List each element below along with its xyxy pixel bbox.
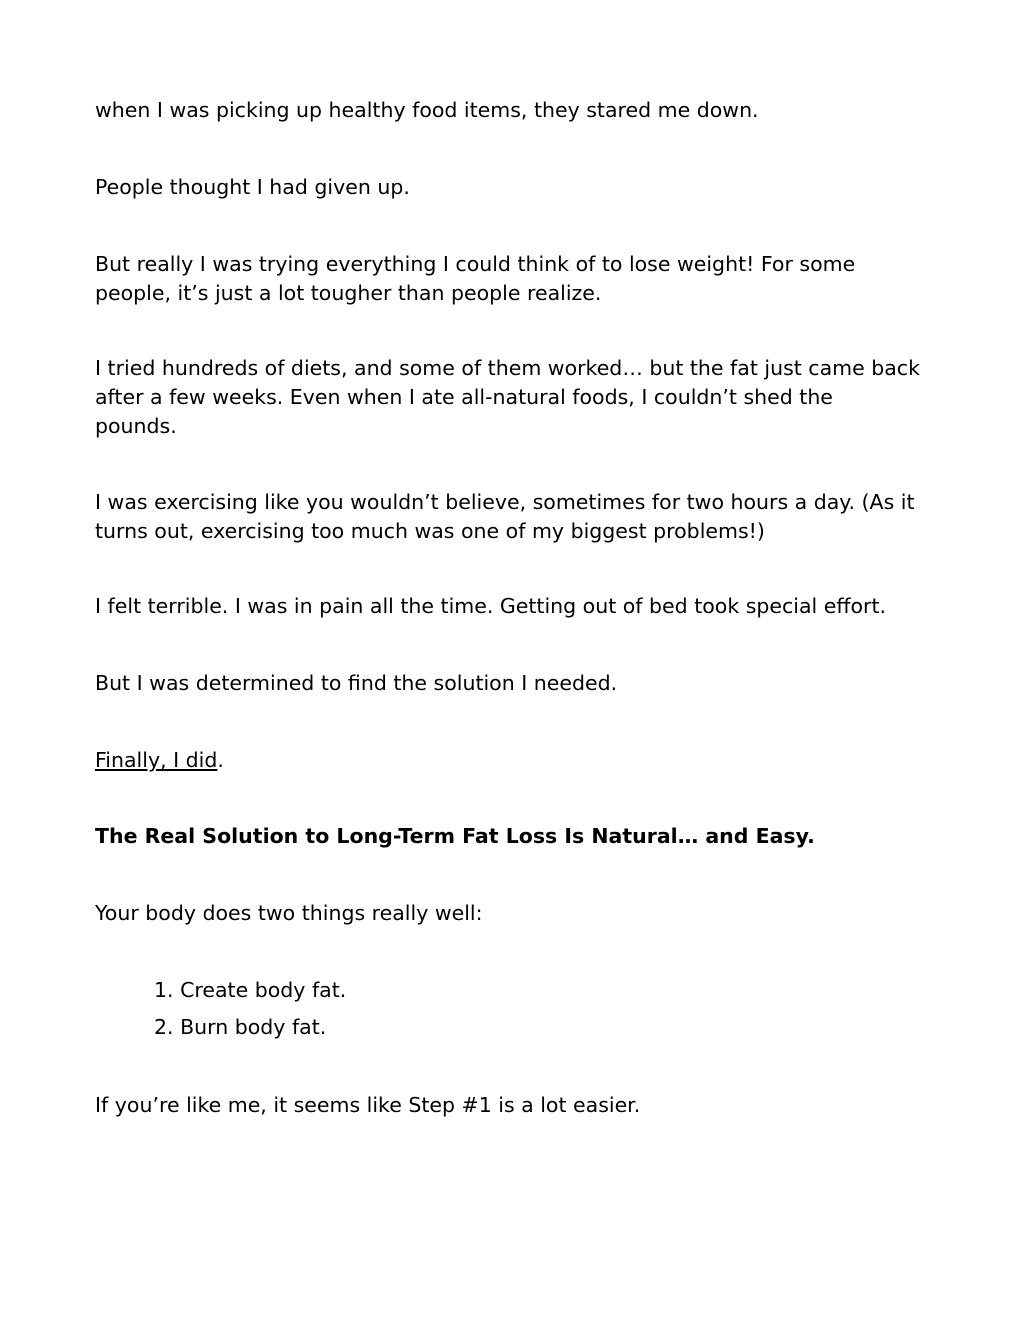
underlined-text: Finally, I did — [95, 748, 218, 772]
text-line: turns out, exercising too much was one of my biggest problems!) — [95, 519, 765, 543]
sentence-period: . — [217, 748, 224, 772]
paragraph-given-up: People thought I had given up. — [95, 175, 410, 199]
text-line: I was exercising like you wouldn’t believe, sometimes for two hours a day. (As it — [95, 490, 915, 514]
list-item — [154, 976, 346, 1005]
paragraph-hundreds-of-diets — [95, 354, 945, 441]
text-line: But really I was trying everything I could think of to lose weight! For some — [95, 252, 856, 276]
paragraph-felt-terrible: I felt terrible. I was in pain all the time. Getting out of bed took special effort. — [95, 594, 887, 618]
text-line: people, it’s just a lot tougher than people realize. — [95, 281, 602, 305]
text-line: after a few weeks. Even when I ate all-natural foods, I couldn’t shed the — [95, 385, 833, 409]
list-marker: 2. — [154, 1015, 174, 1039]
section-heading: The Real Solution to Long-Term Fat Loss Is Natural… and Easy. — [95, 824, 815, 848]
paragraph-determined: But I was determined to find the solution I needed. — [95, 671, 618, 695]
list-marker: 1. — [154, 978, 174, 1002]
list-item — [154, 1013, 326, 1042]
paragraph-exercising — [95, 488, 945, 546]
paragraph-step-one: If you’re like me, it seems like Step #1 is a lot easier. — [95, 1093, 641, 1117]
list-item-text: Create body fat. — [180, 978, 347, 1002]
paragraph-trying-everything — [95, 250, 945, 308]
paragraph-stared-down: when I was picking up healthy food items, they stared me down. — [95, 98, 759, 122]
text-line: I tried hundreds of diets, and some of them worked… but the fat just came back — [95, 356, 920, 380]
text-line: pounds. — [95, 414, 177, 438]
paragraph-two-things: Your body does two things really well: — [95, 901, 483, 925]
paragraph-finally — [95, 746, 945, 775]
list-item-text: Burn body fat. — [180, 1015, 327, 1039]
